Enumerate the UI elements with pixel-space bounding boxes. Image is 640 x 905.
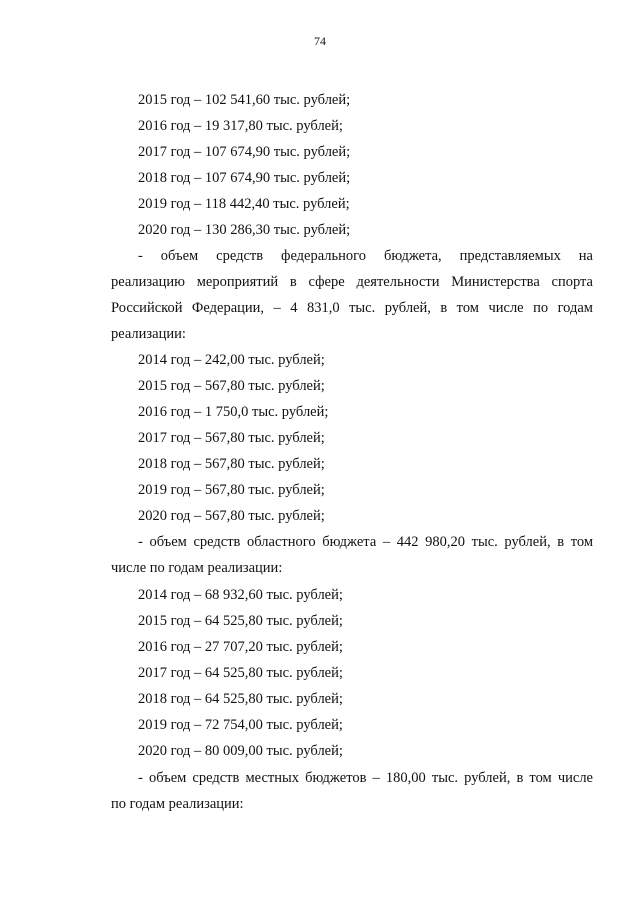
regional-year-2015: 2015 год – 102 541,60 тыс. рублей;	[138, 92, 351, 108]
oblast-year-2015: 2015 год – 64 525,80 тыс. рублей;	[138, 613, 343, 629]
regional-year-2018: 2018 год – 107 674,90 тыс. рублей;	[138, 170, 351, 186]
oblast-year-2018: 2018 год – 64 525,80 тыс. рублей;	[138, 691, 343, 707]
oblast-year-2019: 2019 год – 72 754,00 тыс. рублей;	[138, 717, 343, 733]
federal-year-2014: 2014 год – 242,00 тыс. рублей;	[138, 352, 325, 368]
federal-paragraph-line-4: реализации:	[111, 326, 186, 342]
oblast-year-2014: 2014 год – 68 932,60 тыс. рублей;	[138, 587, 343, 603]
regional-year-2016: 2016 год – 19 317,80 тыс. рублей;	[138, 118, 343, 134]
federal-year-2020: 2020 год – 567,80 тыс. рублей;	[138, 508, 325, 524]
federal-year-2019: 2019 год – 567,80 тыс. рублей;	[138, 482, 325, 498]
federal-year-2018: 2018 год – 567,80 тыс. рублей;	[138, 456, 325, 472]
oblast-paragraph-line-1: - объем средств областного бюджета – 442 980,20 тыс. рублей, в том	[138, 534, 593, 550]
local-paragraph-line-2: по годам реализации:	[111, 796, 244, 812]
federal-paragraph-line-2: реализацию мероприятий в сфере деятельности Министерства спорта	[111, 274, 593, 290]
oblast-year-2020: 2020 год – 80 009,00 тыс. рублей;	[138, 743, 343, 759]
oblast-paragraph-line-2: числе по годам реализации:	[111, 560, 283, 576]
regional-year-2019: 2019 год – 118 442,40 тыс. рублей;	[138, 196, 350, 212]
oblast-year-2017: 2017 год – 64 525,80 тыс. рублей;	[138, 665, 343, 681]
regional-year-2017: 2017 год – 107 674,90 тыс. рублей;	[138, 144, 351, 160]
oblast-year-2016: 2016 год – 27 707,20 тыс. рублей;	[138, 639, 343, 655]
federal-year-2015: 2015 год – 567,80 тыс. рублей;	[138, 378, 325, 394]
page-number: 74	[314, 34, 326, 48]
federal-year-2016: 2016 год – 1 750,0 тыс. рублей;	[138, 404, 329, 420]
federal-paragraph-line-3: Российской Федерации, – 4 831,0 тыс. рублей, в том числе по годам	[111, 300, 593, 316]
federal-paragraph-line-1: - объем средств федерального бюджета, представляемых на	[138, 248, 593, 264]
local-paragraph-line-1: - объем средств местных бюджетов – 180,00 тыс. рублей, в том числе	[138, 770, 593, 786]
federal-year-2017: 2017 год – 567,80 тыс. рублей;	[138, 430, 325, 446]
regional-year-2020: 2020 год – 130 286,30 тыс. рублей;	[138, 222, 351, 238]
